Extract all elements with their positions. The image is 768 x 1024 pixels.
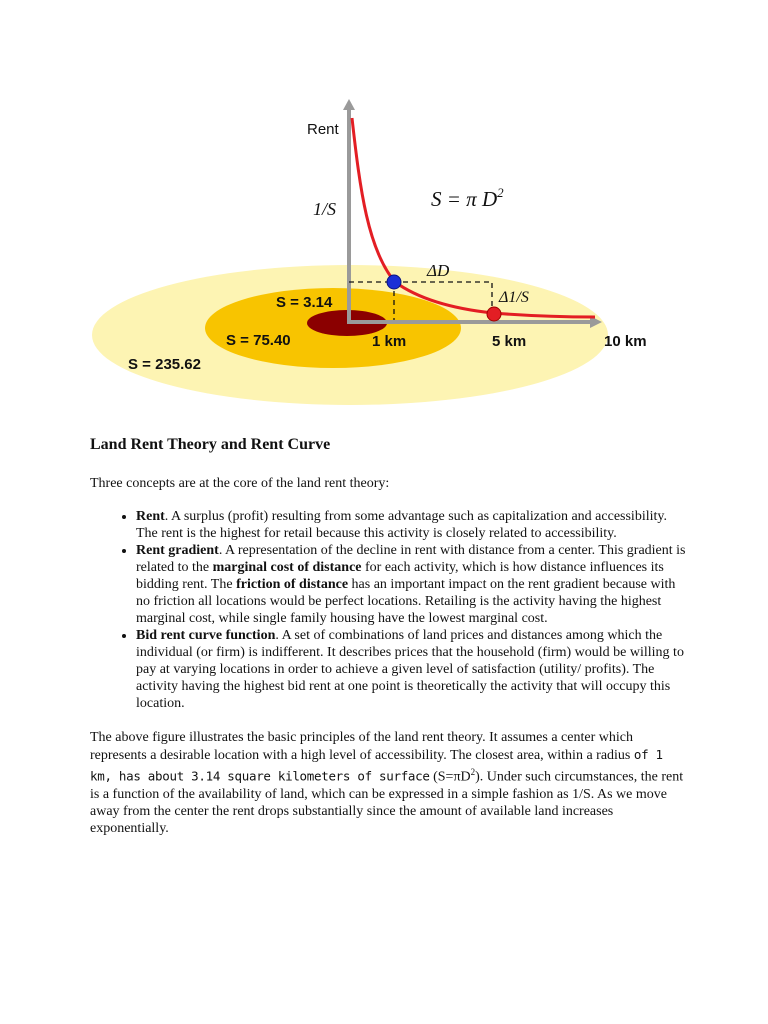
concept-rent: • Rent. A surplus (profit) resulting from some advantage such as capitalization and accessibility. The rent is the highest for retail because this activity is closely related to accessibility. <box>136 508 690 542</box>
zone-middle-label: S = 75.40 <box>226 332 291 349</box>
y-tick-label: 1/S <box>313 199 337 219</box>
point-1km <box>387 275 401 289</box>
zone-outer-label: S = 235.62 <box>128 356 201 373</box>
concept-list <box>90 508 690 712</box>
article-title: Land Rent Theory and Rent Curve <box>90 436 331 453</box>
formula: S = π $D^2$ <box>431 185 504 211</box>
explanation-paragraph: The above figure illustrates the basic principles of the land rent theory. It assumes a center which represents a desirable location with a high level of accessibility. The closest area, within a radius of 1 km, has about 3.14 square kilometers of surface $(S=\pi D^2)$. Under such circumstances, the rent is a function of the availability of land, which can be expressed in a simple fashion as 1/S. As we move away from the center the rent drops substantially since the amount of available land increases exponentially. <box>90 730 684 836</box>
x-tick-1km: 1 km <box>372 333 407 350</box>
zone-inner-label: S = 3.14 <box>276 294 333 311</box>
intro-paragraph: Three concepts are at the core of the land rent theory: <box>90 476 390 491</box>
x-tick-10km: 10 km <box>604 333 647 350</box>
point-5km <box>487 307 501 321</box>
concept-rent-gradient: • Rent gradient. A representation of the decline in rent with distance from a center. This gradient is related to the marginal cost of distance for each activity, which is how distance influences its bidding rent. The friction of distance has an important impact on the rent gradient because with no friction all locations would be perfect locations. Retailing is the activity having the highest marginal cost, while single family housing have the lowest marginal cost. <box>136 542 690 627</box>
delta-d-label: ΔD <box>427 261 450 280</box>
y-axis-label: Rent <box>307 121 339 138</box>
x-tick-5km: 5 km <box>492 333 527 350</box>
concept-bid-rent: • Bid rent curve function. A set of combinations of land prices and distances among which the individual (or firm) is indifferent. It describes prices that the household (firm) would be willing to pay at varying locations in order to achieve a given level of satisfaction (utility/ profits). The activity having the highest bid rent at one point is theoretically the activity that will occupy this location. <box>136 627 690 712</box>
delta-inv-s-label: Δ1/S <box>499 289 529 306</box>
y-axis-arrow <box>343 99 355 110</box>
article-body <box>90 436 690 837</box>
rent-curve-figure <box>0 0 768 420</box>
